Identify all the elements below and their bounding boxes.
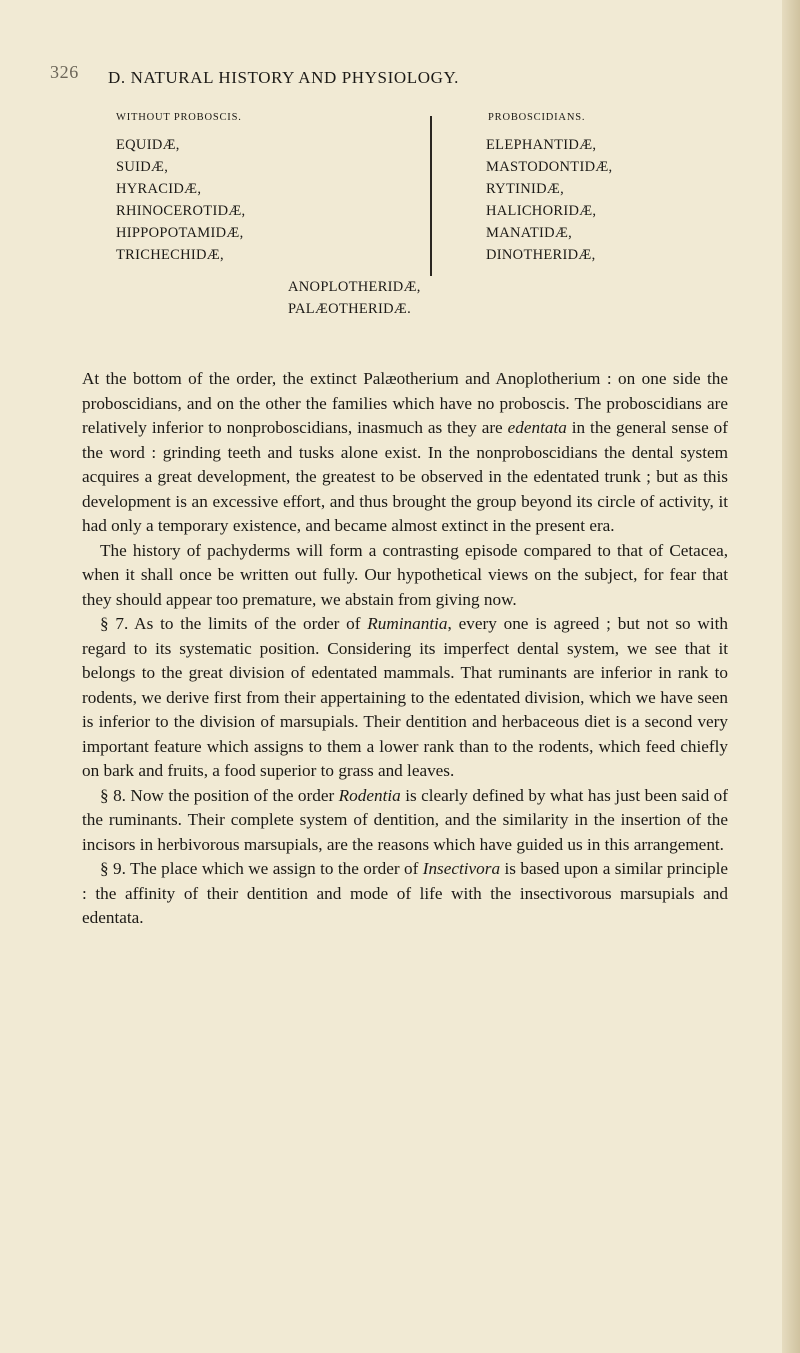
page-edge (782, 0, 800, 1353)
text-segment: is based upon a similar principle : the affinity of their dentition and mode of life with the insectivorous marsupials and edentata. (82, 859, 728, 927)
text-segment: § 9. The place which we assign to the order of (100, 859, 423, 878)
shared-family-list (288, 276, 421, 320)
italic-term: Rodentia (338, 785, 401, 805)
text-segment: in the general sense of the word : grinding teeth and tusks alone exist. In the nonproboscidians the dental system acquires a great development, the greatest to be observed in the edentated trunk ; but as this development is an excessive effort, and thus brought the group beyond its circle of activity, it had only a temporary existence, and became almost extinct in the present era. (82, 418, 728, 535)
family-item: ANOPLOTHERIDÆ, (288, 279, 421, 295)
column-divider (430, 116, 432, 276)
family-item: HYRACIDÆ, (116, 181, 202, 197)
family-item: TRICHECHIDÆ, (116, 247, 224, 263)
running-head (50, 62, 708, 88)
family-item: RYTINIDÆ, (486, 181, 565, 197)
text-segment: The history of pachyderms will form a contrasting episode compared to that of Cetacea, when it shall once be written out fully. Our hypothetical views on the subject, for fear that they should appear too premature, we abstain from giving now. (82, 540, 728, 609)
italic-term: Ruminantia (367, 614, 448, 633)
page-number: 326 (50, 62, 79, 82)
classification-table (108, 112, 728, 352)
italic-term: edentata (507, 418, 567, 437)
paragraph (82, 612, 728, 784)
text-segment: § 7. As to the limits of the order of (100, 614, 368, 633)
family-item: HIPPOPOTAMIDÆ, (116, 225, 244, 241)
family-item: MASTODONTIDÆ, (486, 159, 613, 175)
text-segment: At the bottom of the order, the extinct Palæotherium and Anoplotherium : on one side the proboscidians, and on the other the families which have no proboscis. The proboscidians are relatively inferior to nonproboscidians, inasmuch as they are (82, 369, 728, 437)
text-segment: is clearly defined by what has just been said of the ruminants. Their complete system of dentition, and the similarity in the insertion of the incisors in herbivorous marsupials, are the reasons which have guided us in this arrangement. (82, 785, 728, 854)
paragraph (82, 539, 728, 613)
body-text (82, 367, 728, 931)
paragraph (82, 367, 728, 539)
family-item: SUIDÆ, (116, 159, 169, 175)
text-segment: § 8. Now the position of the order (100, 785, 339, 805)
family-item: EQUIDÆ, (116, 137, 180, 153)
family-item: ELEPHANTIDÆ, (486, 137, 597, 153)
left-column-heading: WITHOUT PROBOSCIS. (116, 112, 242, 123)
page-title: D. NATURAL HISTORY AND PHYSIOLOGY. (108, 68, 459, 87)
family-item: DINOTHERIDÆ, (486, 247, 596, 263)
family-item: HALICHORIDÆ, (486, 203, 597, 219)
italic-term: Insectivora (422, 859, 501, 878)
family-item: RHINOCEROTIDÆ, (116, 203, 246, 219)
right-column-heading: PROBOSCIDIANS. (488, 112, 586, 123)
paragraph (82, 857, 728, 931)
paragraph (82, 784, 728, 858)
text-segment: , every one is agreed ; but not so with regard to its systematic position. Considering its imperfect dental system, we see that it belongs to the great division of edentated mammals. That ruminants are inferior in rank to rodents, we derive first from their appertaining to the edentated division, which we have seen is inferior to the division of marsupials. Their dentition and herbaceous diet is a second very important feature which assigns to them a lower rank than to the rodents, which feed chiefly on bark and fruits, a food superior to grass and leaves. (82, 614, 728, 780)
right-family-list (486, 134, 612, 266)
family-item: PALÆOTHERIDÆ. (288, 301, 412, 317)
family-item: MANATIDÆ, (486, 225, 573, 241)
left-family-list (116, 134, 245, 266)
